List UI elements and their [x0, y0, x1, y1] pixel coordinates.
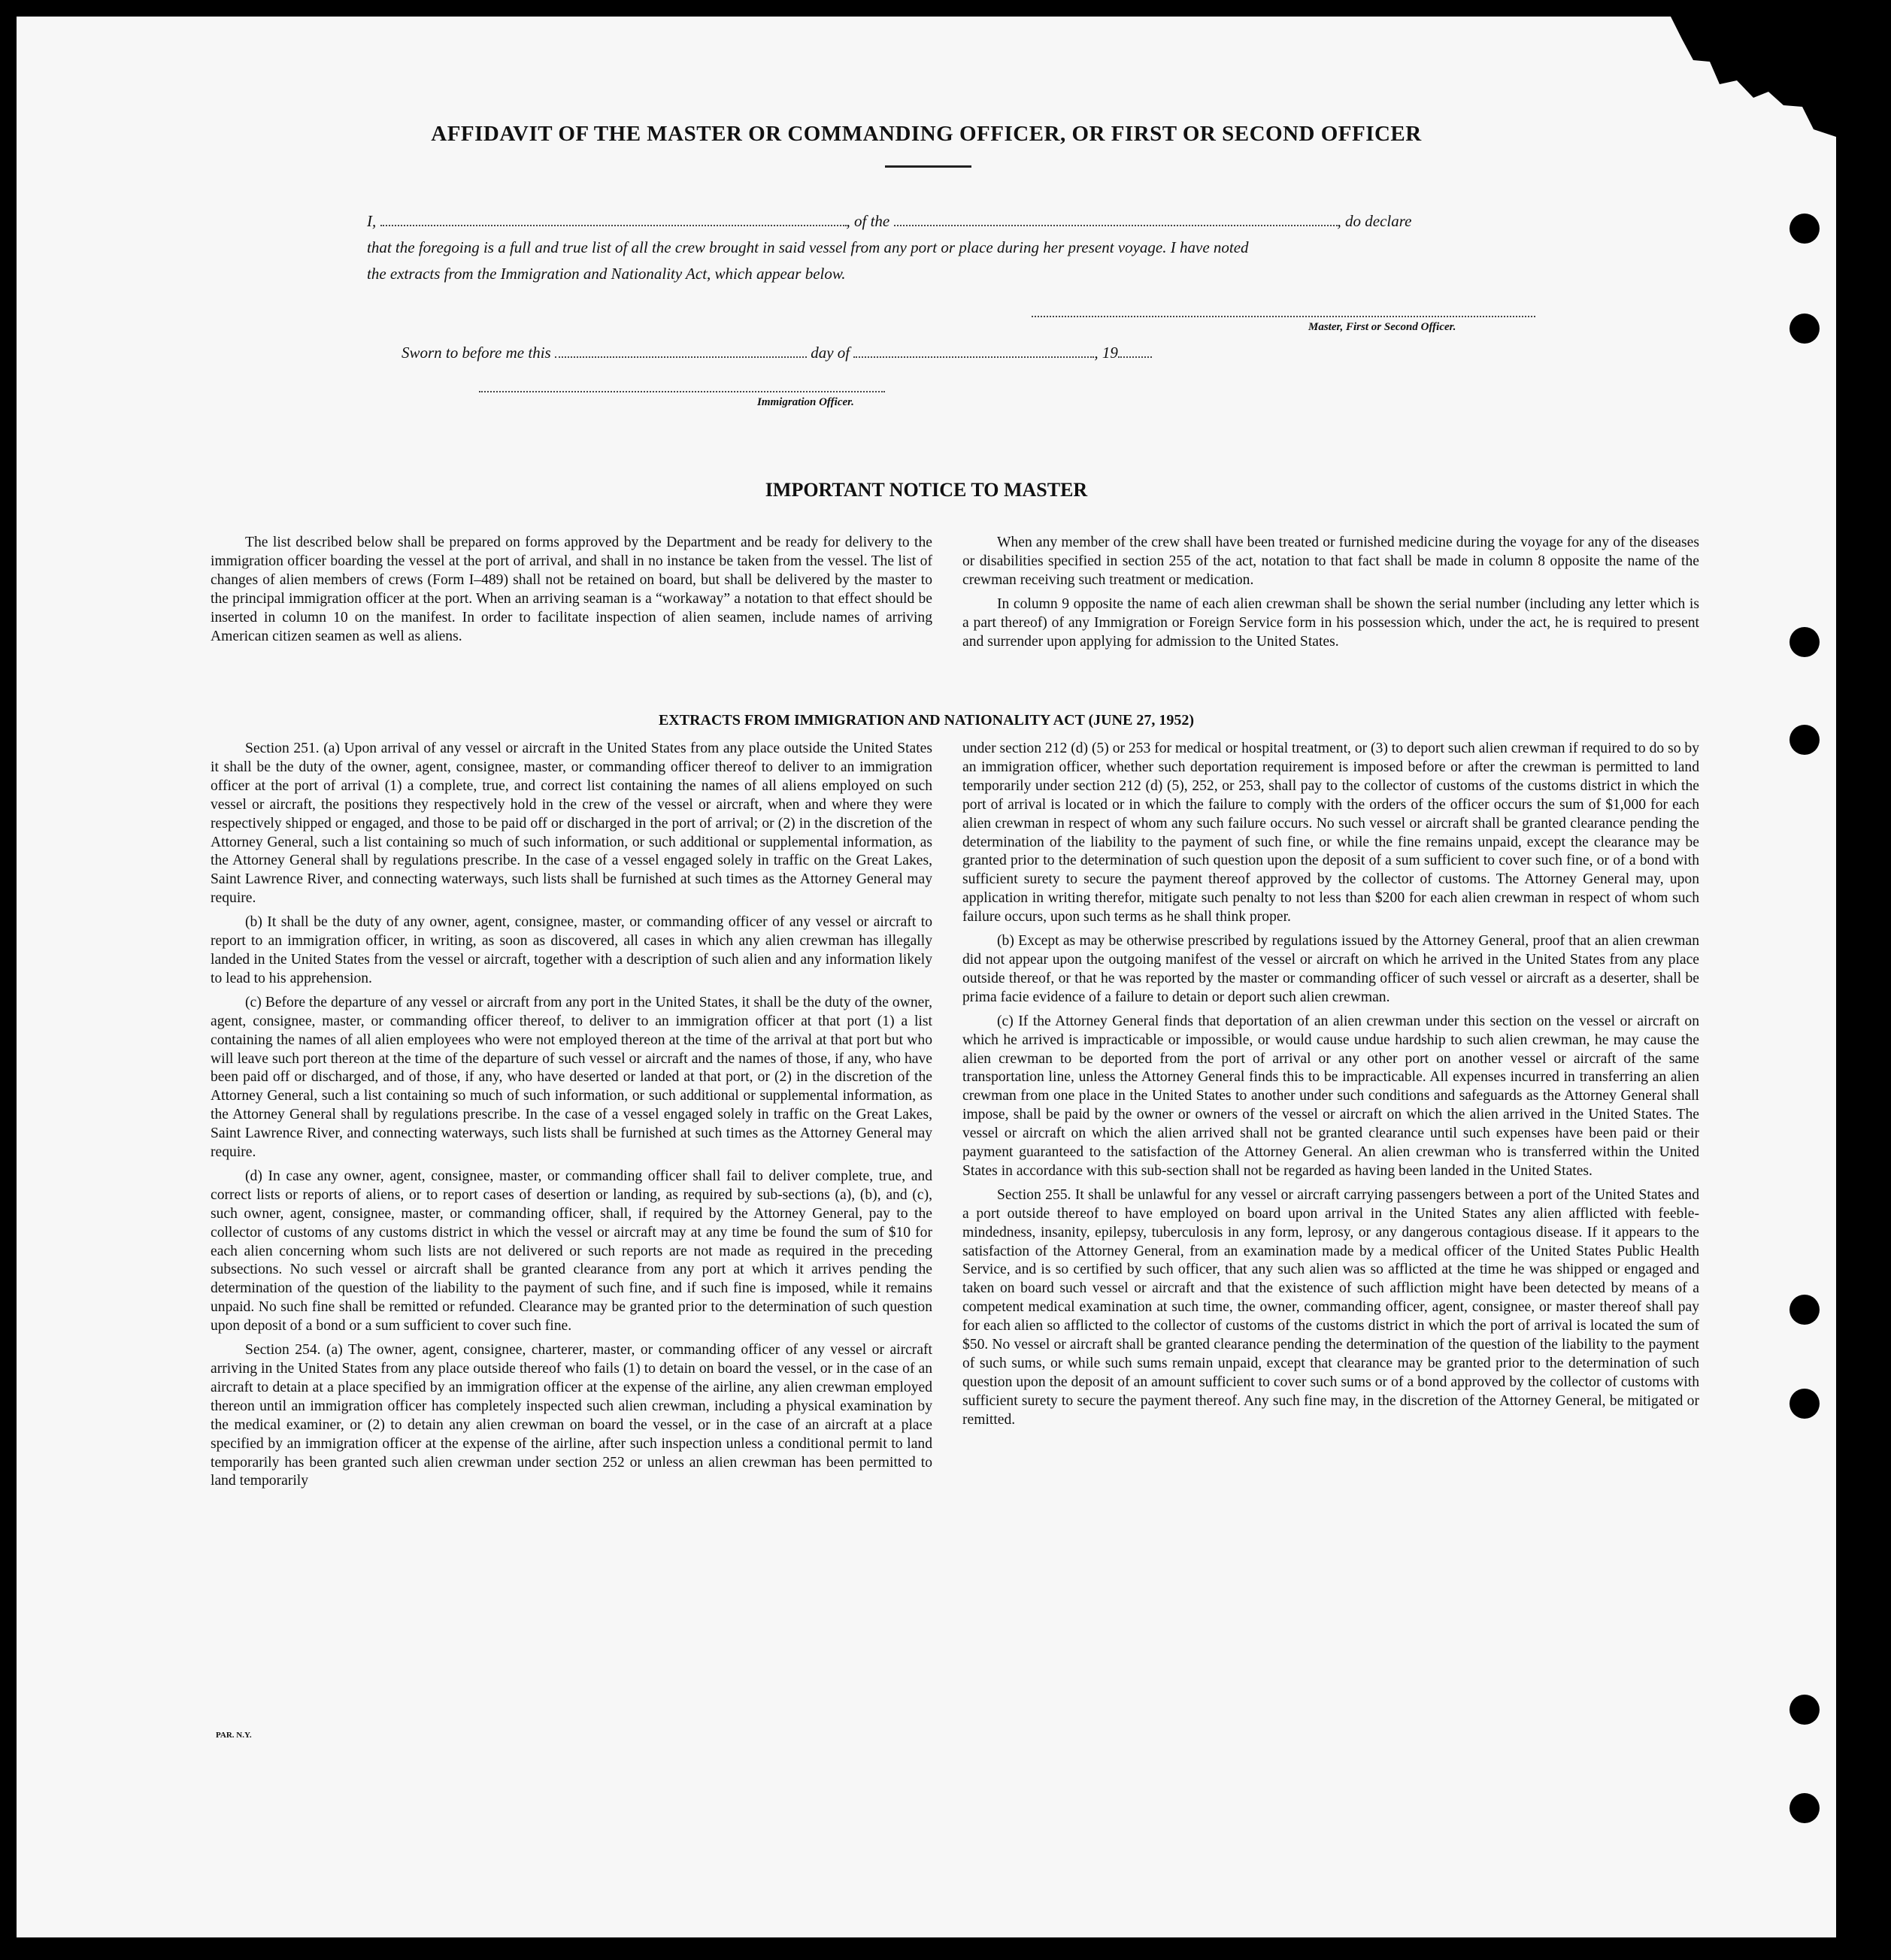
notice-left-column [211, 534, 932, 651]
extract-paragraph: (c) Before the departure of any vessel or aircraft from any port in the United States, it shall be the duty of the owner, agent, consignee, master, or commanding officer thereof, to deliver to an immigration officer at that port (1) a list containing the names of all alien employees who were not employed thereon at the time of the arrival at that port but who will leave such port thereon at the time of the departure of such vessel or aircraft and the names of those, if any, who have been paid off or discharged, and of those, if any, who have deserted or landed at that port, or (2) in the discretion of the Attorney General, such a list containing so much of such information, or such additional or supplemental information, as the Attorney General shall by regulations prescribe. In the case of a vessel engaged solely in traffic on the Great Lakes, Saint Lawrence River, and connecting waterways, such lists shall be furnished at such times as the Attorney General may require. [211, 994, 932, 1161]
sworn-line [402, 340, 1304, 366]
punch-hole [1789, 1695, 1820, 1725]
declaration-block [367, 208, 1555, 287]
punch-hole [1789, 1389, 1820, 1419]
title-divider [885, 165, 971, 168]
extracts-title: EXTRACTS FROM IMMIGRATION AND NATIONALITY ACT (JUNE 27, 1952) [658, 712, 1195, 729]
vessel-field[interactable] [894, 210, 1338, 226]
notice-right-paragraph-1: When any member of the crew shall have been treated or furnished medicine during the voyage for any of the diseases or disabilities specified in section 255 of the act, notation to that fact shall be made in column 8 opposite the name of the crewman receiving such treatment or medication. [962, 535, 1699, 588]
punch-hole [1789, 725, 1820, 755]
declaration-line-3: the extracts from the Immigration and Nationality Act, which appear below. [367, 265, 846, 283]
punch-hole [1789, 314, 1820, 344]
notice-right-column [962, 534, 1699, 656]
extracts-right-column [962, 740, 1699, 1435]
document-page [17, 17, 1836, 1937]
notice-left-paragraph: The list described below shall be prepared on forms approved by the Department and be ready for delivery to the immigration officer boarding the vessel at the port of arrival, and shall in no instance be taken from the vessel. The list of changes of alien members of crews (Form I–489) shall not be retained on board, but shall be delivered by the master to the principal immigration officer at the port. When an arriving seaman is a “workaway” a notation to that effect should be inserted in column 10 on the manifest. In order to facilitate inspection of alien seamen, include names of arriving American citizen seamen as well as aliens. [211, 535, 932, 644]
torn-corner [1641, 17, 1836, 137]
extract-paragraph: Section 251. (a) Upon arrival of any vessel or aircraft in the United States from any place outside the United States it shall be the duty of the owner, agent, consignee, master, or commanding officer thereof to deliver to an immigration officer at the port of arrival (1) a complete, true, and correct list containing the names of all aliens employed on such vessel or aircraft, the positions they respectively hold in the crew of the vessel or aircraft, when and where they were respectively shipped or engaged, and those to be paid off or discharged in the port of arrival; or (2) in the discretion of the Attorney General, such a list containing so much of such information, or such additional or supplemental information, as the Attorney General shall by regulations prescribe. In the case of a vessel engaged solely in traffic on the Great Lakes, Saint Lawrence River, and connecting waterways, such lists shall be furnished at such times as the Attorney General may require. [211, 741, 932, 907]
printer-mark: PAR. N.Y. [216, 1731, 252, 1740]
extract-paragraph: (d) In case any owner, agent, consignee, master, or commanding officer shall fail to deliver complete, true, and correct lists or reports of aliens, or to report cases of desertion or landing, as required by sub-sections (a), (b), and (c), such owner, agent, consignee, master, or commanding officer, shall, if required by the Attorney General, pay to the collector of customs of any customs district in which the vessel or aircraft may at any time be found the sum of $10 for each alien concerning whom such lists are not delivered or such reports are not made as required in the preceding subsections. No such vessel or aircraft shall be granted clearance from any port at which it arrives pending the determination of the question of the liability to the payment of such fine, and if such fine is imposed, while it remains unpaid. No such fine shall be remitted or refunded. Clearance may be granted prior to the determination of such question upon deposit of a bond or a sum sufficient to cover such fine. [211, 1168, 932, 1334]
extract-paragraph: (b) Except as may be otherwise prescribed by regulations issued by the Attorney General, proof that an alien crewman did not appear upon the outgoing manifest of the vessel or aircraft on which he arrived in the United States from any place outside thereof, or that he was reported by the master or commanding officer of such vessel or aircraft as a deserter, shall be prima facie evidence of a failure to detain or deport such alien crewman. [962, 933, 1699, 1005]
notice-title: IMPORTANT NOTICE TO MASTER [765, 479, 1088, 501]
master-signature-line[interactable] [1032, 316, 1535, 317]
decl-do-declare: , do declare [1337, 212, 1412, 230]
decl-of-the: , of the [846, 212, 890, 230]
declaration-line-1 [367, 208, 1555, 235]
year-prefix: , 19 [1094, 344, 1118, 362]
extract-paragraph: Section 254. (a) The owner, agent, consignee, charterer, master, or commanding officer of any vessel or aircraft arriving in the United States from any place outside thereof who fails (1) to detain on board the vessel, or in the case of an aircraft to detain at a place specified by an immigration officer at the expense of the airline, any alien crewman employed thereon until an immigration officer has completely inspected such alien crewman, including a physical examination by the medical examiner, or (2) to detain any alien crewman on board the vessel, or in the case of an aircraft at a place specified by an immigration officer at the expense of the airline, after such inspection unless a conditional permit to land temporarily has been granted such alien crewman under section 252 or unless an alien crewman has been permitted to land temporarily [211, 1342, 932, 1489]
name-field[interactable] [380, 210, 847, 226]
sworn-month-field[interactable] [853, 341, 1094, 358]
extract-paragraph: under section 212 (d) (5) or 253 for medical or hospital treatment, or (3) to deport such alien crewman if required to do so by an immigration officer, whether such deportation requirement is imposed before or after the crewman is permitted to land temporarily under section 212 (d) (5), 252, or 253, shall pay to the collector of customs of the customs district in which the port of arrival is located or in which the failure to comply with the orders of the officer occurs the sum of $1,000 for each alien crewman in respect of whom any such failure occurs. No such vessel or aircraft shall be granted clearance pending the determination of the liability to the payment of such fine, or while the fine remains unpaid, except the clearance may be granted prior to the determination of such question upon the deposit of a sum sufficient to cover such fine, or of a bond with sufficient surety to secure the payment thereof approved by the collector of customs. The Attorney General may, upon application in writing therefor, mitigate such penalty to not less than $200 for each alien crewman in respect of whom such failure occurs, upon such terms as he shall think proper. [962, 741, 1699, 925]
immigration-officer-line[interactable] [479, 391, 885, 392]
immigration-officer-label: Immigration Officer. [757, 396, 854, 408]
punch-hole [1789, 1793, 1820, 1823]
sworn-text: Sworn to before me this [402, 344, 551, 362]
sworn-year-field[interactable] [1118, 341, 1152, 358]
sworn-day-field[interactable] [555, 341, 807, 358]
day-of-text: day of [811, 344, 850, 362]
affidavit-title: AFFIDAVIT OF THE MASTER OR COMMANDING OFFICER, OR FIRST OR SECOND OFFICER [431, 122, 1422, 146]
extracts-left-column [211, 740, 932, 1496]
master-signature-label: Master, First or Second Officer. [1308, 321, 1456, 333]
notice-right-paragraph-2: In column 9 opposite the name of each alien crewman shall be shown the serial number (including any letter which is a part thereof) of any Immigration or Foreign Service form in his possession which, under the act, he is required to present and surrender upon applying for admission to the United States. [962, 595, 1699, 650]
extract-paragraph: Section 255. It shall be unlawful for any vessel or aircraft carrying passengers between a port of the United States and a port outside thereof to have employed on board upon arrival in the United States any alien afflicted with feeble-mindedness, insanity, epilepsy, tuberculosis in any form, leprosy, or any dangerous contagious disease. If it appears to the satisfaction of the Attorney General, from an examination made by a medical officer of the United States Public Health Service, and is so certified by such officer, that any such alien was so afflicted at the time he was shipped or engaged and taken on board such vessel or aircraft and that the existence of such affliction might have been detected by means of a competent medical examination at such time, the owner, commanding officer, agent, consignee, or master thereof shall pay for each alien so afflicted to the collector of customs of the customs district in which the port of arrival is located the sum of $50. No vessel or aircraft shall be granted clearance pending the determination of the question of the liability to the payment of such sums, or while such sums remain unpaid, except that clearance may be granted prior to the determination of such question upon the deposit of an amount sufficient to cover such sums or of a bond approved by the collector of customs with sufficient surety to secure the payment thereof. Any such fine may, in the discretion of the Attorney General, be mitigated or remitted. [962, 1186, 1699, 1428]
extract-paragraph: (b) It shall be the duty of any owner, agent, consignee, master, or commanding officer of any vessel or aircraft to report to an immigration officer, in writing, as soon as discovered, all cases in which any alien crewman has illegally landed in the United States from the vessel or aircraft, together with a description of such alien and any information likely to lead to his apprehension. [211, 914, 932, 986]
punch-hole [1789, 627, 1820, 657]
decl-i: I, [367, 212, 377, 230]
punch-hole [1789, 1295, 1820, 1325]
declaration-line-2: that the foregoing is a full and true list of all the crew brought in said vessel from any port or place during her present voyage. I have noted [367, 238, 1249, 256]
punch-hole [1789, 214, 1820, 244]
extract-paragraph: (c) If the Attorney General finds that deportation of an alien crewman under this section on the vessel or aircraft on which he arrived is impracticable or impossible, or would cause undue hardship to such alien crewman, he may cause the alien crewman to be deported from the port of arrival or any other port on another vessel or aircraft of the same transportation line, unless the Attorney General finds this to be impracticable. All expenses incurred in transferring an alien crewman from one place in the United States to another under such conditions and safeguards as the Attorney General shall impose, shall be paid by the owner or owners of the vessel or aircraft on which the alien arrived in the United States. The vessel or aircraft on which the alien arrived shall not be granted clearance until such expenses have been paid or their payment guaranteed to the satisfaction of the Attorney General. An alien crewman who is transferred within the United States in accordance with this sub-section shall not be regarded as having been landed in the United States. [962, 1013, 1699, 1179]
